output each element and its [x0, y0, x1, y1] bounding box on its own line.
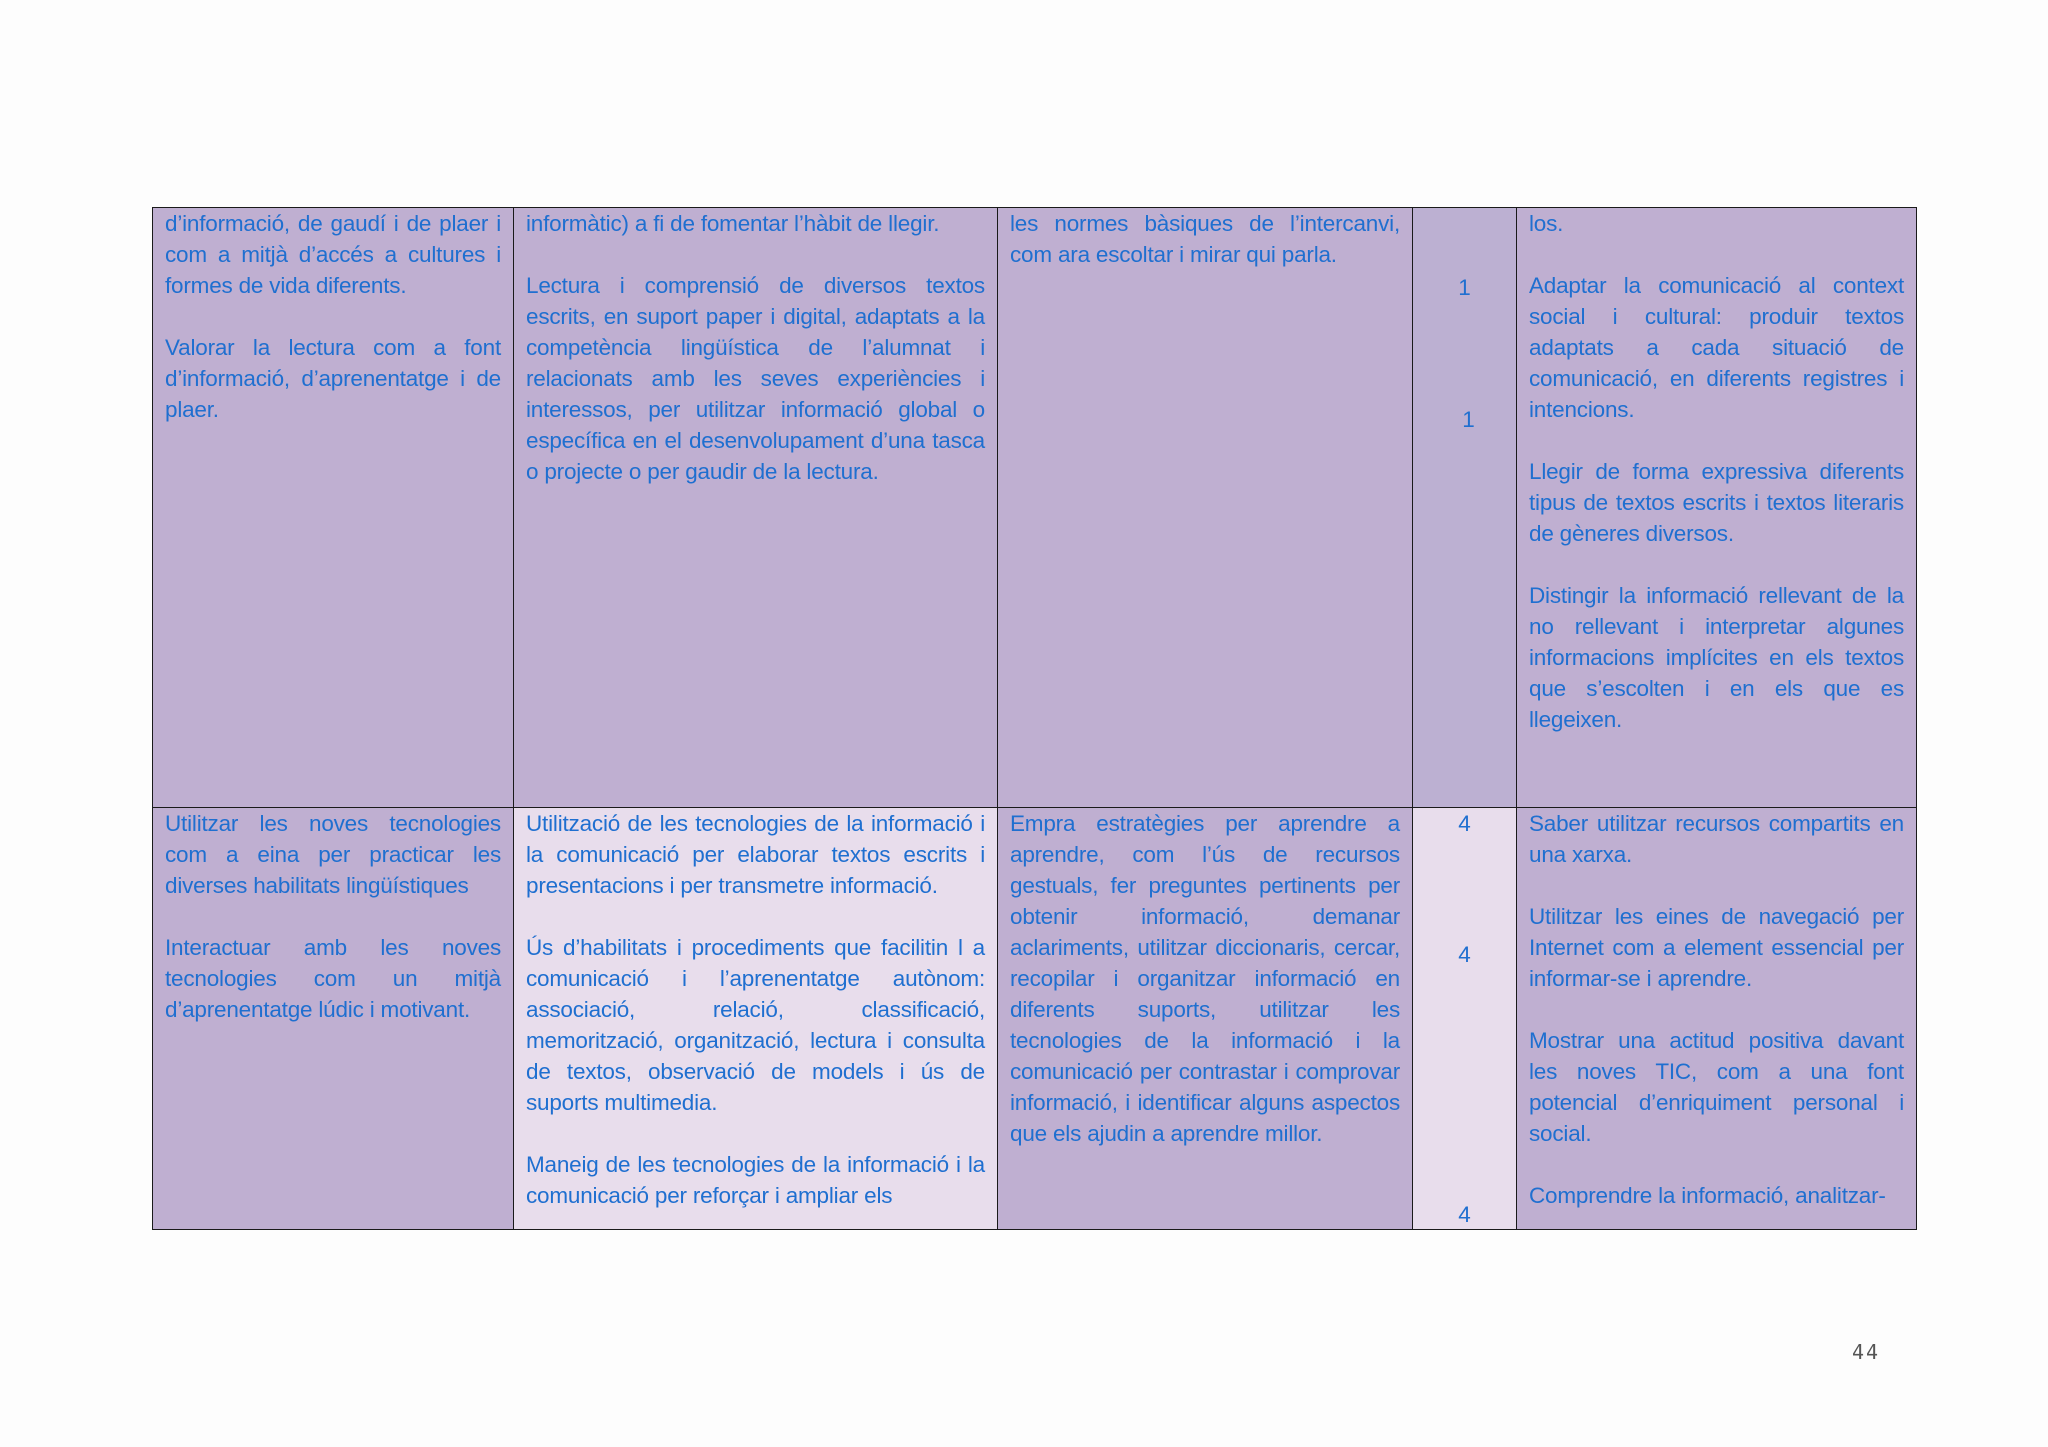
cell-paragraph: Lectura i comprensió de diversos textos escrits, en suport paper i digital, adaptats a la competència lingüística de l’alumnat i relacionats amb les seves experiències i interessos, per utilitzar informació global o específica en el desenvolupament d’una tasca o projecte o per gaudir de la lectura.	[526, 273, 985, 484]
competence-number-cell	[1413, 208, 1517, 808]
contents-cell	[514, 208, 998, 808]
cell-paragraph: Comprendre la informació, analitzar-	[1529, 1183, 1886, 1208]
competence-number: 4	[1458, 1202, 1471, 1227]
cell-paragraph: Saber utilitzar recursos compartits en una xarxa.	[1529, 811, 1904, 867]
table-row	[153, 808, 1917, 1230]
indicators-cell	[1517, 208, 1917, 808]
competence-number-cell	[1413, 808, 1517, 1230]
objectives-cell	[153, 208, 514, 808]
cell-paragraph: les normes bàsiques de l’intercanvi, com ara escoltar i mirar qui parla.	[1010, 211, 1400, 267]
page-number: 44	[1852, 1340, 1881, 1364]
cell-paragraph: Utilització de les tecnologies de la informació i la comunicació per elaborar textos escrits i presentacions i per transmetre informació.	[526, 811, 985, 898]
cell-paragraph: Empra estratègies per aprendre a aprendre, com l’ús de recursos gestuals, fer preguntes pertinents per obtenir informació, demanar aclariments, utilitzar diccionaris, cercar, recopilar i organitzar informació en diferents suports, utilitzar les tecnologies de la informació i la comunicació per contrastar i comprovar informació, i identificar alguns aspectos que els ajudin a aprendre millor.	[1010, 811, 1400, 1146]
competence-number: 4	[1458, 811, 1471, 836]
cell-paragraph: d’informació, de gaudí i de plaer i com a mitjà d’accés a cultures i formes de vida diferents.	[165, 211, 501, 298]
criteria-cell	[998, 208, 1413, 808]
cell-paragraph: Ús d’habilitats i procediments que facilitin l a comunicació i l’aprenentatge autònom: associació, relació, classificació, memorització, organització, lectura i consulta de textos, observació de models i ús de suports multimedia.	[526, 935, 985, 1115]
cell-paragraph: Utilitzar les noves tecnologies com a eina per practicar les diverses habilitats lingüístiques	[165, 811, 501, 898]
cell-paragraph: los.	[1529, 211, 1564, 236]
cell-paragraph: informàtic) a fi de fomentar l’hàbit de llegir.	[526, 211, 940, 236]
competence-number: 1	[1462, 407, 1475, 432]
competence-number: 4	[1458, 942, 1471, 967]
cell-paragraph: Llegir de forma expressiva diferents tipus de textos escrits i textos literaris de gèneres diversos.	[1529, 459, 1904, 546]
criteria-cell	[998, 808, 1413, 1230]
cell-paragraph: Utilitzar les eines de navegació per Internet com a element essencial per informar-se i aprendre.	[1529, 904, 1904, 991]
indicators-cell	[1517, 808, 1917, 1230]
objectives-cell	[153, 808, 514, 1230]
cell-paragraph: Adaptar la comunicació al context social i cultural: produir textos adaptats a cada situació de comunicació, en diferents registres i intencions.	[1529, 273, 1904, 422]
cell-paragraph: Interactuar amb les noves tecnologies com un mitjà d’aprenentatge lúdic i motivant.	[165, 935, 501, 1022]
competence-number: 1	[1458, 275, 1471, 300]
cell-paragraph: Mostrar una actitud positiva davant les noves TIC, com a una font potencial d’enriquiment personal i social.	[1529, 1028, 1904, 1146]
cell-paragraph: Distingir la informació rellevant de la no rellevant i interpretar algunes informacions implícites en els textos que s’escolten i en els que es llegeixen.	[1529, 583, 1904, 732]
table-row	[153, 208, 1917, 808]
cell-paragraph: Valorar la lectura com a font d’informació, d’aprenentatge i de plaer.	[165, 335, 501, 422]
cell-paragraph: Maneig de les tecnologies de la informació i la comunicació per reforçar i ampliar els	[526, 1152, 985, 1208]
contents-cell	[514, 808, 998, 1230]
curriculum-table	[152, 207, 1917, 1230]
